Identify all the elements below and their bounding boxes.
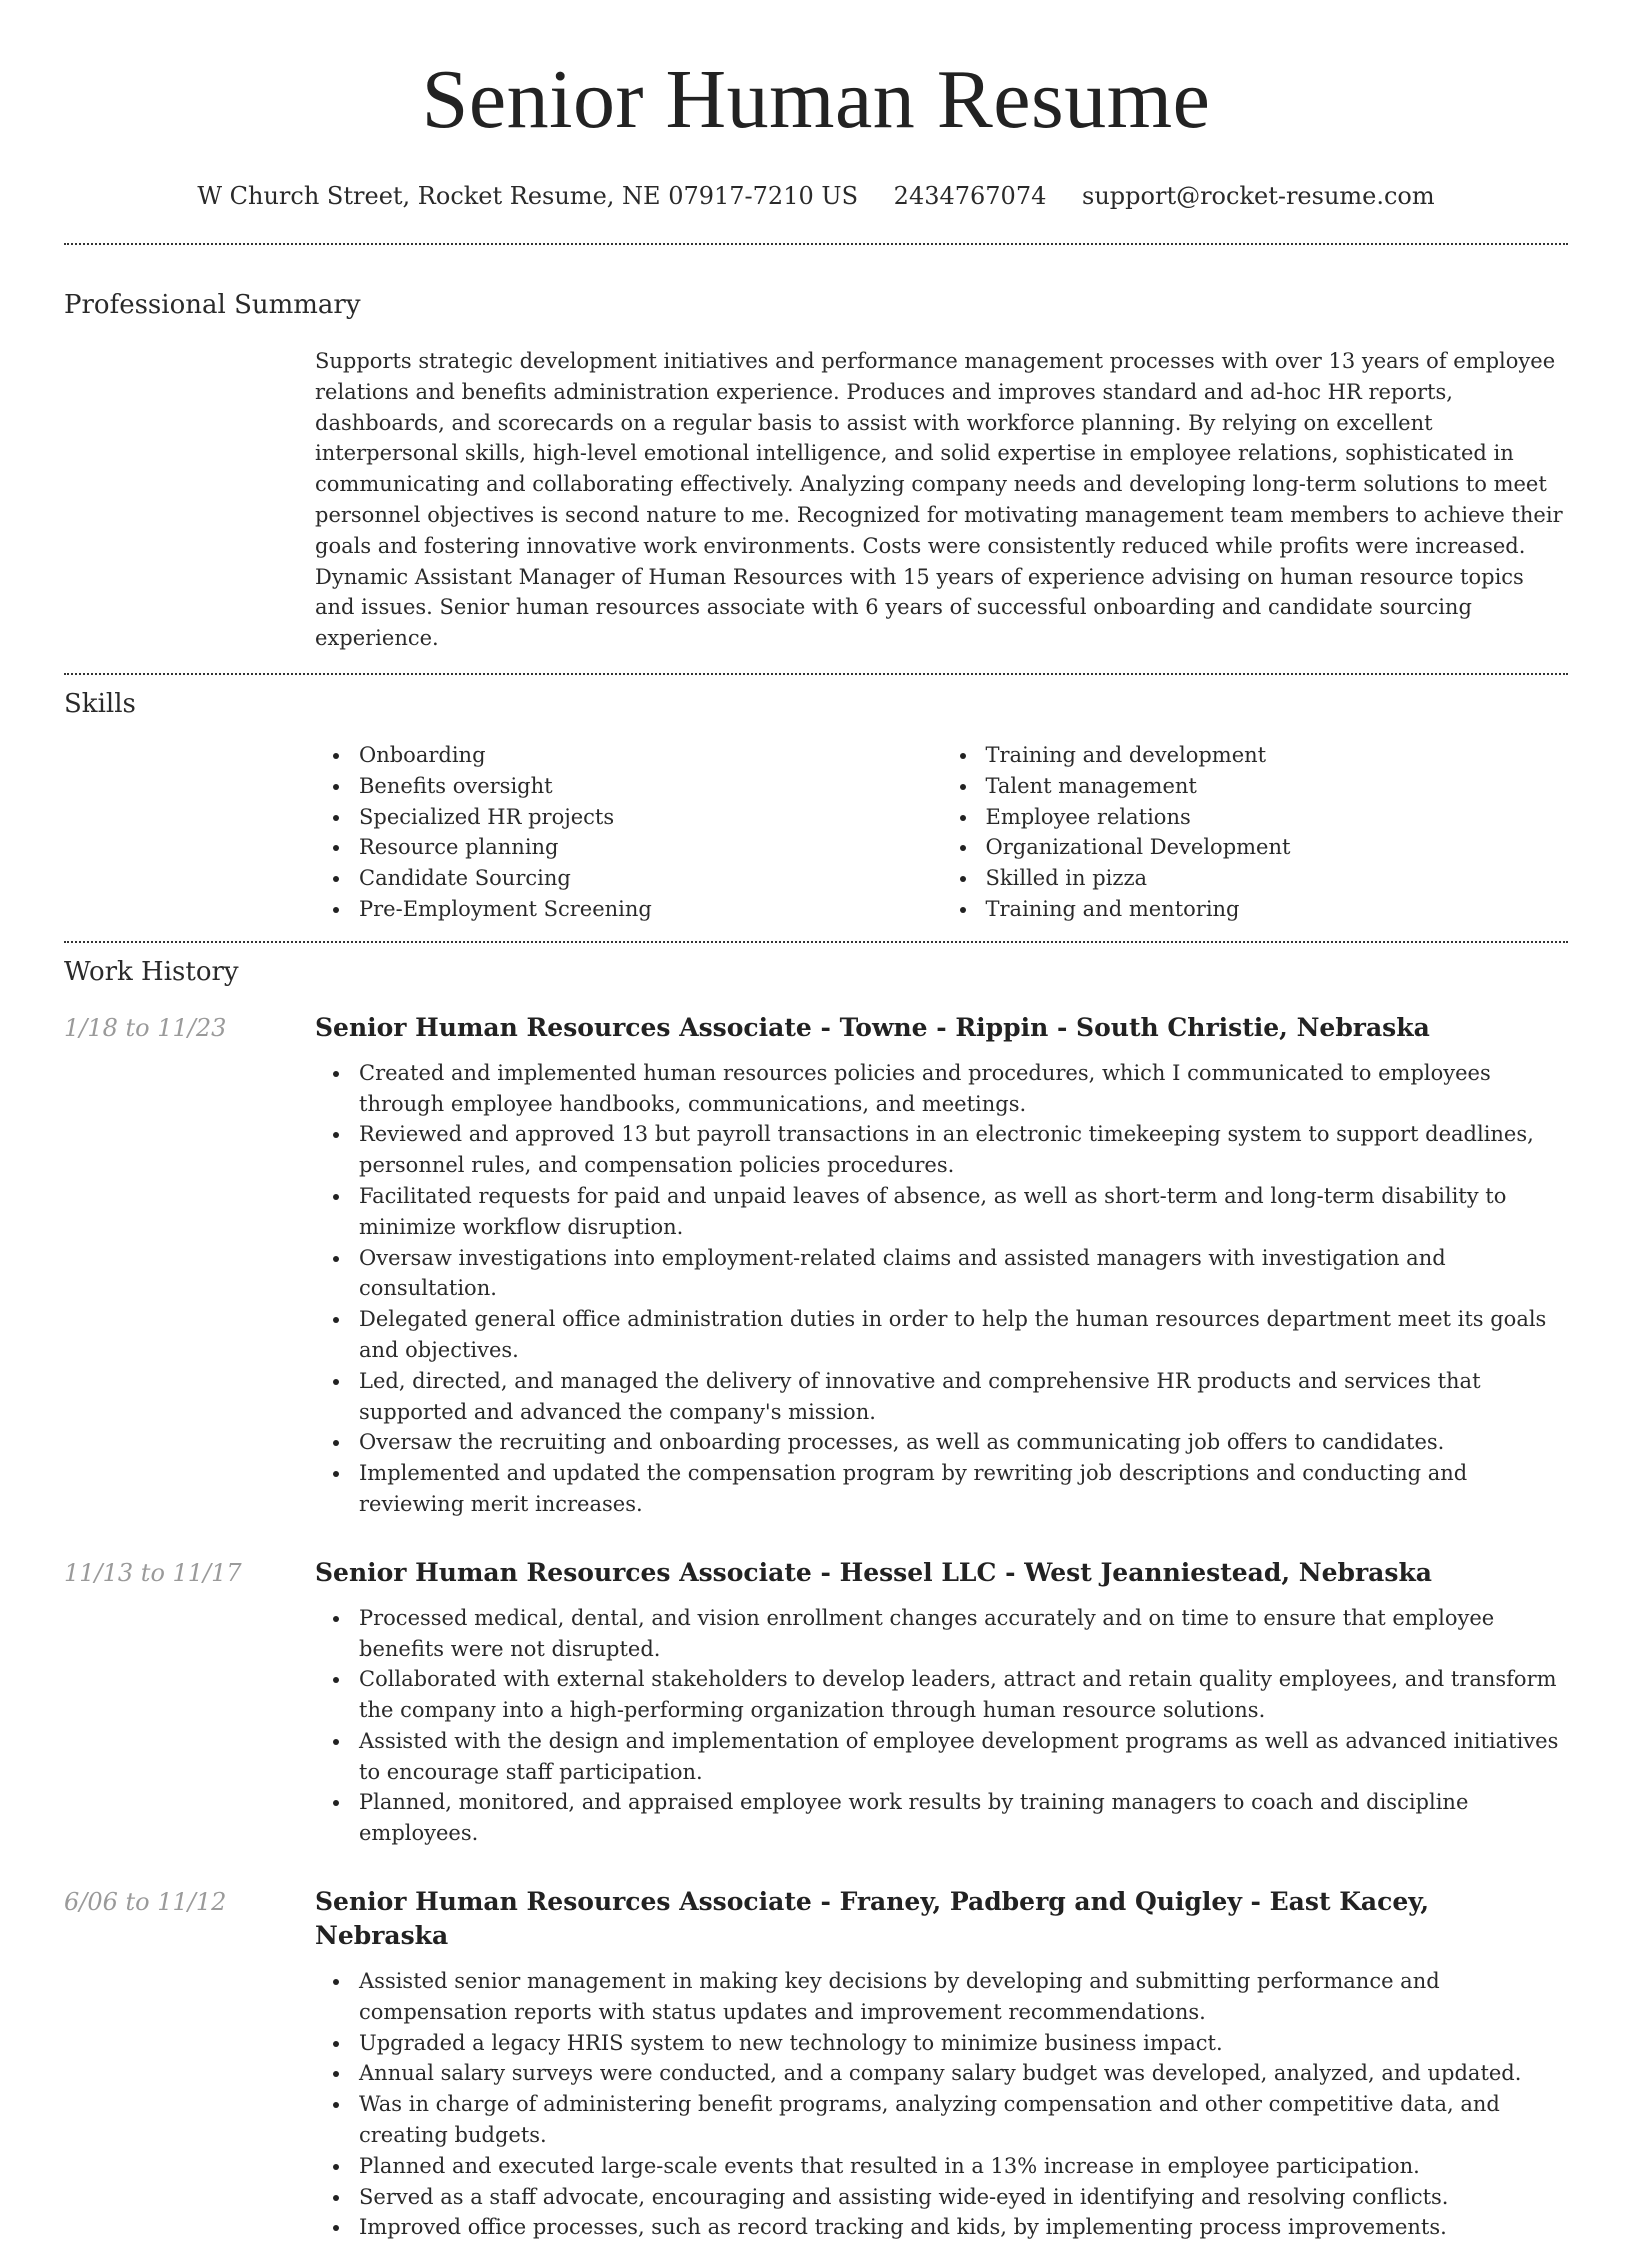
job-dates: 11/13 to 11/17 — [64, 1558, 242, 1587]
skill-item: Candidate Sourcing — [359, 863, 942, 894]
skill-item: Organizational Development — [986, 832, 1569, 863]
skill-item: Onboarding — [359, 740, 942, 771]
contact-phone: 2434767074 — [893, 182, 1047, 210]
skill-item: Talent management — [986, 771, 1569, 802]
job-bullet: Collaborated with external stakeholders to develop leaders, attract and retain quality employees, and transform the company into a high-performing organization through human resource solutions. — [359, 1664, 1568, 1726]
job-entry — [64, 1885, 1568, 2243]
skill-item: Resource planning — [359, 832, 942, 863]
job-bullet: Planned and executed large-scale events that resulted in a 13% increase in employee participation. — [359, 2151, 1568, 2182]
contact-address: W Church Street, Rocket Resume, NE 07917-7210 US — [197, 182, 859, 210]
job-title: Senior Human Resources Associate - Hessel LLC - West Jeanniestead, Nebraska — [315, 1557, 1432, 1587]
skill-item: Training and mentoring — [986, 894, 1569, 925]
job-bullet: Led, directed, and managed the delivery of innovative and comprehensive HR products and services that supported and advanced the company's mission. — [359, 1366, 1568, 1428]
skills-heading: Skills — [64, 688, 136, 719]
skill-item: Employee relations — [986, 802, 1569, 833]
job-bullet: Delegated general office administration duties in order to help the human resources department meet its goals and objectives. — [359, 1304, 1568, 1366]
job-title: Senior Human Resources Associate - Towne - Rippin - South Christie, Nebraska — [315, 1012, 1430, 1042]
skills-list-right — [942, 740, 1569, 925]
job-bullets — [315, 1603, 1568, 1849]
job-title: Senior Human Resources Associate - Franey, Padberg and Quigley - East Kacey, Nebraska — [315, 1887, 1430, 1951]
job-bullet: Reviewed and approved 13 but payroll transactions in an electronic timekeeping system to support deadlines, personnel rules, and compensation policies procedures. — [359, 1119, 1568, 1181]
job-bullet: Assisted senior management in making key decisions by developing and submitting performance and compensation reports with status updates and improvement recommendations. — [359, 1966, 1568, 2028]
job-bullets — [315, 1966, 1568, 2243]
job-bullet: Assisted with the design and implementation of employee development programs as well as advanced initiatives to encourage staff participation. — [359, 1726, 1568, 1788]
job-entry — [64, 1556, 1568, 1849]
job-bullet: Processed medical, dental, and vision enrollment changes accurately and on time to ensure that employee benefits were not disrupted. — [359, 1603, 1568, 1665]
contact-email: support@rocket-resume.com — [1082, 182, 1435, 210]
job-dates: 6/06 to 11/12 — [64, 1888, 227, 1917]
skill-item: Specialized HR projects — [359, 802, 942, 833]
job-body — [315, 1556, 1568, 1849]
job-bullet: Oversaw investigations into employment-related claims and assisted managers with investigation and consultation. — [359, 1243, 1568, 1305]
section-divider — [64, 673, 1568, 675]
section-divider — [64, 941, 1568, 943]
job-bullet: Annual salary surveys were conducted, and a company salary budget was developed, analyzed, and updated. — [359, 2058, 1568, 2089]
job-bullet: Created and implemented human resources policies and procedures, which I communicated to employees through employee handbooks, communications, and meetings. — [359, 1058, 1568, 1120]
skill-item: Benefits oversight — [359, 771, 942, 802]
skills-list-left — [315, 740, 942, 925]
resume-page — [64, 0, 1568, 2243]
summary-text: Supports strategic development initiatives and performance management processes with over 13 years of employee relations and benefits administration experience. Produces and improves standard and ad-hoc HR reports, dashboards, and scorecards on a regular basis to assist with workforce planning. By relying on excellent interpersonal skills, high-level emotional intelligence, and solid expertise in employee relations, sophisticated in communicating and collaborating effectively. Analyzing company needs and developing long-term solutions to meet personnel objectives is second nature to me. Recognized for motivating management team members to achieve their goals and fostering innovative work environments. Costs were consistently reduced while profits were increased. Dynamic Assistant Manager of Human Resources with 15 years of experience advising on human resource topics and issues. Senior human resources associate with 6 years of successful onboarding and candidate sourcing experience. — [315, 349, 1563, 651]
contact-line — [64, 180, 1568, 212]
job-bullet: Upgraded a legacy HRIS system to new technology to minimize business impact. — [359, 2028, 1568, 2059]
skill-item: Training and development — [986, 740, 1569, 771]
job-bullet: Served as a staff advocate, encouraging and assisting wide-eyed in identifying and resolving conflicts. — [359, 2182, 1568, 2213]
summary-heading: Professional Summary — [64, 290, 361, 320]
skill-item: Pre-Employment Screening — [359, 894, 942, 925]
job-bullet: Implemented and updated the compensation program by rewriting job descriptions and conducting and reviewing merit increases. — [359, 1458, 1568, 1520]
skill-item: Skilled in pizza — [986, 863, 1569, 894]
section-divider — [64, 243, 1568, 245]
resume-title: Senior Human Resume — [421, 53, 1211, 146]
job-bullets — [315, 1058, 1568, 1520]
job-bullet: Was in charge of administering benefit programs, analyzing compensation and other competitive data, and creating budgets. — [359, 2089, 1568, 2151]
job-dates: 1/18 to 11/23 — [64, 1013, 227, 1042]
job-body — [315, 1011, 1568, 1520]
job-bullet: Oversaw the recruiting and onboarding processes, as well as communicating job offers to candidates. — [359, 1427, 1568, 1458]
work-history-heading: Work History — [64, 956, 239, 987]
job-bullet: Planned, monitored, and appraised employee work results by training managers to coach and discipline employees. — [359, 1787, 1568, 1849]
skills-grid — [315, 740, 1568, 925]
job-bullet: Facilitated requests for paid and unpaid leaves of absence, as well as short-term and long-term disability to minimize workflow disruption. — [359, 1181, 1568, 1243]
job-body — [315, 1885, 1568, 2243]
job-entry — [64, 1011, 1568, 1520]
job-bullet: Improved office processes, such as record tracking and kids, by implementing process improvements. — [359, 2212, 1568, 2243]
